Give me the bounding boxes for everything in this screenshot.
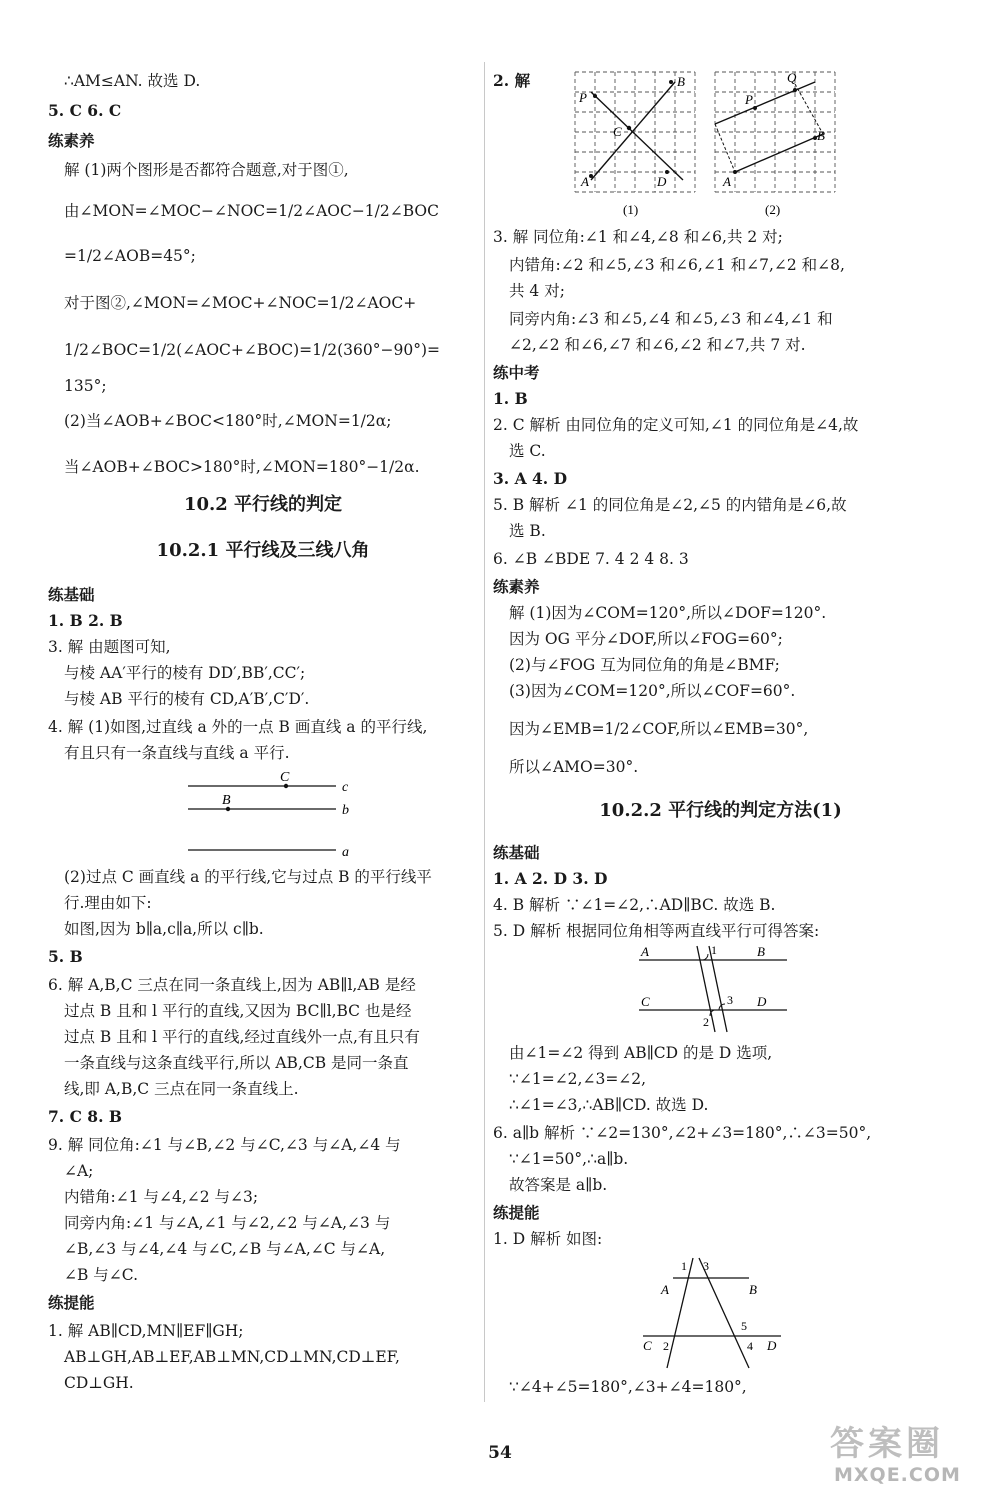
text-line: 选 B. (509, 522, 546, 540)
angle-label: 1 (711, 943, 717, 957)
point-label: D (657, 174, 667, 189)
figure-caption: (1) (623, 202, 639, 217)
text-line: 6. a∥b 解析 ∵∠2=130°,∠2+∠3=180°,∴∠3=50°, (493, 1124, 872, 1142)
text-line: (2)当∠AOB+∠BOC<180°时,∠MON=1/2α; (64, 412, 392, 430)
point-label: C (641, 994, 650, 1009)
point-label: B (757, 944, 765, 959)
text-line: 1. 解 AB∥CD,MN∥EF∥GH; (48, 1322, 244, 1340)
text-line: 6. 解 A,B,C 三点在同一条直线上,因为 AB∥l,AB 是经 (48, 976, 416, 994)
text-line: 1. D 解析 如图: (493, 1230, 603, 1248)
text-line: 同旁内角:∠1 与∠A,∠1 与∠2,∠2 与∠A,∠3 与 (64, 1214, 391, 1232)
text-line: 有且只有一条直线与直线 a 平行. (64, 744, 290, 762)
column-divider (484, 62, 485, 1402)
text-line: 当∠AOB+∠BOC>180°时,∠MON=180°−1/2α. (64, 458, 420, 476)
text-line: 1. A 2. D 3. D (493, 869, 608, 888)
text-line: 由∠1=∠2 得到 AB∥CD 的是 D 选项, (509, 1044, 773, 1062)
section-label: 练基础 (493, 843, 540, 862)
section-label: 练提能 (48, 1293, 95, 1312)
section-label: 练中考 (493, 363, 540, 382)
text-line: 135°; (64, 377, 107, 395)
text-line: 因为 OG 平分∠DOF,所以∠FOG=60°; (509, 630, 783, 648)
section-label: 练素养 (48, 131, 95, 150)
text-line: 3. A 4. D (493, 469, 568, 488)
angle-label: 3 (727, 993, 733, 1007)
text-line: 线,即 A,B,C 三点在同一条直线上. (64, 1080, 299, 1098)
text-line: 过点 B 且和 l 平行的直线,经过直线外一点,有且只有 (64, 1028, 420, 1046)
text-line: ∵∠1=50°,∴a∥b. (509, 1150, 629, 1168)
text-line: 行.理由如下: (64, 894, 152, 912)
watermark-url: MXQE.COM (834, 1464, 961, 1486)
text-line: 3. 解 由题图可知, (48, 638, 171, 656)
text-line: ∠A; (64, 1162, 94, 1180)
text-line: 对于图②,∠MON=∠MOC+∠NOC=1/2∠AOC+ (64, 294, 417, 312)
text-line: AB⊥GH,AB⊥EF,AB⊥MN,CD⊥MN,CD⊥EF, (64, 1348, 400, 1366)
text-line: 由∠MON=∠MOC−∠NOC=1/2∠AOC−1/2∠BOC (64, 202, 439, 220)
angle-label: 2 (703, 1015, 709, 1029)
text-line: 1. B 2. B (48, 611, 123, 630)
text-line: 因为∠EMB=1/2∠COF,所以∠EMB=30°, (509, 720, 809, 738)
text-line: ∠B 与∠C. (64, 1266, 139, 1284)
text-line: CD⊥GH. (64, 1374, 134, 1392)
text-line: 内错角:∠2 和∠5,∠3 和∠6,∠1 和∠7,∠2 和∠8, (509, 256, 845, 274)
line-label: c (342, 780, 349, 795)
text-line: ∴AM≤AN. 故选 D. (64, 72, 201, 90)
text-line: 如图,因为 b∥a,c∥a,所以 c∥b. (64, 920, 264, 938)
text-line: 1. B (493, 389, 528, 408)
section-heading: 10.2 平行线的判定 (183, 494, 343, 515)
point-label: A (723, 174, 731, 189)
point-label: D (767, 1338, 777, 1353)
text-line: 5. C 6. C (48, 101, 122, 120)
grid-figure-2 (711, 68, 841, 220)
angle-label: 5 (741, 1319, 747, 1333)
text-line: (2)过点 C 画直线 a 的平行线,它与过点 B 的平行线平 (64, 868, 432, 886)
line-label: a (342, 845, 349, 860)
text-line: 3. 解 同位角:∠1 和∠4,∠8 和∠6,共 2 对; (493, 228, 783, 246)
text-line: 故答案是 a∥b. (509, 1176, 608, 1194)
text-line: 5. B 解析 ∠1 的同位角是∠2,∠5 的内错角是∠6,故 (493, 496, 847, 514)
point-label: C (613, 124, 622, 139)
point-label: B (749, 1282, 757, 1297)
text-line: =1/2∠AOB=45°; (64, 247, 196, 265)
text-line: (3)因为∠COM=120°,所以∠COF=60°. (509, 682, 796, 700)
text-line: 4. 解 (1)如图,过直线 a 外的一点 B 画直线 a 的平行线, (48, 718, 428, 736)
text-line: 内错角:∠1 与∠4,∠2 与∠3; (64, 1188, 259, 1206)
point-label: D (757, 994, 767, 1009)
text-line: 与棱 AA′平行的棱有 DD′,BB′,CC′; (64, 664, 306, 682)
text-line: 过点 B 且和 l 平行的直线,又因为 BC∥l,BC 也是经 (64, 1002, 412, 1020)
point-label: P (745, 92, 753, 107)
figure-caption: (2) (765, 202, 781, 217)
text-line: 4. B 解析 ∵∠1=∠2,∴AD∥BC. 故选 B. (493, 896, 776, 914)
text-line: ∴∠1=∠3,∴AB∥CD. 故选 D. (509, 1096, 709, 1114)
point-label: C (643, 1338, 652, 1353)
text-line: 2. C 解析 由同位角的定义可知,∠1 的同位角是∠4,故 (493, 416, 859, 434)
text-line: ∠2,∠2 和∠6,∠7 和∠6,∠2 和∠7,共 7 对. (509, 336, 806, 354)
grid-figure-1 (571, 68, 701, 220)
text-line: 一条直线与这条直线平行,所以 AB,CB 是同一条直 (64, 1054, 409, 1072)
point-label: P (579, 90, 587, 105)
text-line: ∵∠1=∠2,∠3=∠2, (509, 1070, 647, 1088)
text-line: 9. 解 同位角:∠1 与∠B,∠2 与∠C,∠3 与∠A,∠4 与 (48, 1136, 401, 1154)
text-line: 选 C. (509, 442, 546, 460)
point-label: B (677, 74, 685, 89)
watermark (820, 1412, 1000, 1494)
text-line: 解 (1)因为∠COM=120°,所以∠DOF=120°. (509, 604, 827, 622)
text-line: 6. ∠B ∠BDE 7. 4 2 4 8. 3 (493, 550, 689, 568)
point-label: Q (787, 70, 797, 85)
page-number: 54 (488, 1443, 512, 1463)
angle-label: 3 (703, 1259, 709, 1273)
section-label: 练基础 (48, 585, 95, 604)
angle-label: 4 (747, 1339, 753, 1353)
section-label: 练素养 (493, 577, 540, 596)
parallel-lines-figure (184, 770, 364, 870)
point-label: C (280, 770, 290, 785)
point-label: A (581, 174, 589, 189)
text-line: 共 4 对; (509, 282, 565, 300)
text-line: 7. C 8. B (48, 1107, 122, 1126)
text-line: ∵∠4+∠5=180°,∠3+∠4=180°, (509, 1378, 747, 1396)
text-line: 2. 解 (493, 71, 531, 90)
text-line: 解 (1)两个图形是否都符合题意,对于图①, (64, 161, 349, 179)
text-line: 5. B (48, 947, 83, 966)
angle-label: 2 (663, 1339, 669, 1353)
transversal-trapezoid-figure (641, 1254, 801, 1372)
text-line: ∠B,∠3 与∠4,∠4 与∠C,∠B 与∠A,∠C 与∠A, (64, 1240, 386, 1258)
text-line: (2)与∠FOG 互为同位角的角是∠BMF; (509, 656, 780, 674)
point-label: A (641, 944, 649, 959)
point-label: B (817, 128, 825, 143)
parallel-transversal-figure (637, 942, 797, 1034)
text-line: 1/2∠BOC=1/2(∠AOC+∠BOC)=1/2(360°−90°)= (64, 341, 440, 359)
text-line: 所以∠AMO=30°. (509, 758, 639, 776)
subsection-heading: 10.2.2 平行线的判定方法(1) (599, 800, 842, 821)
watermark-logo: 答案圈 (830, 1424, 944, 1464)
subsection-heading: 10.2.1 平行线及三线八角 (156, 540, 370, 561)
section-label: 练提能 (493, 1203, 540, 1222)
point-label: B (222, 793, 231, 808)
text-line: 同旁内角:∠3 和∠5,∠4 和∠5,∠3 和∠4,∠1 和 (509, 310, 833, 328)
angle-label: 1 (681, 1259, 687, 1273)
text-line: 5. D 解析 根据同位角相等两直线平行可得答案: (493, 922, 820, 940)
text-line: 与棱 AB 平行的棱有 CD,A′B′,C′D′. (64, 690, 310, 708)
point-label: A (661, 1282, 669, 1297)
line-label: b (342, 803, 349, 818)
